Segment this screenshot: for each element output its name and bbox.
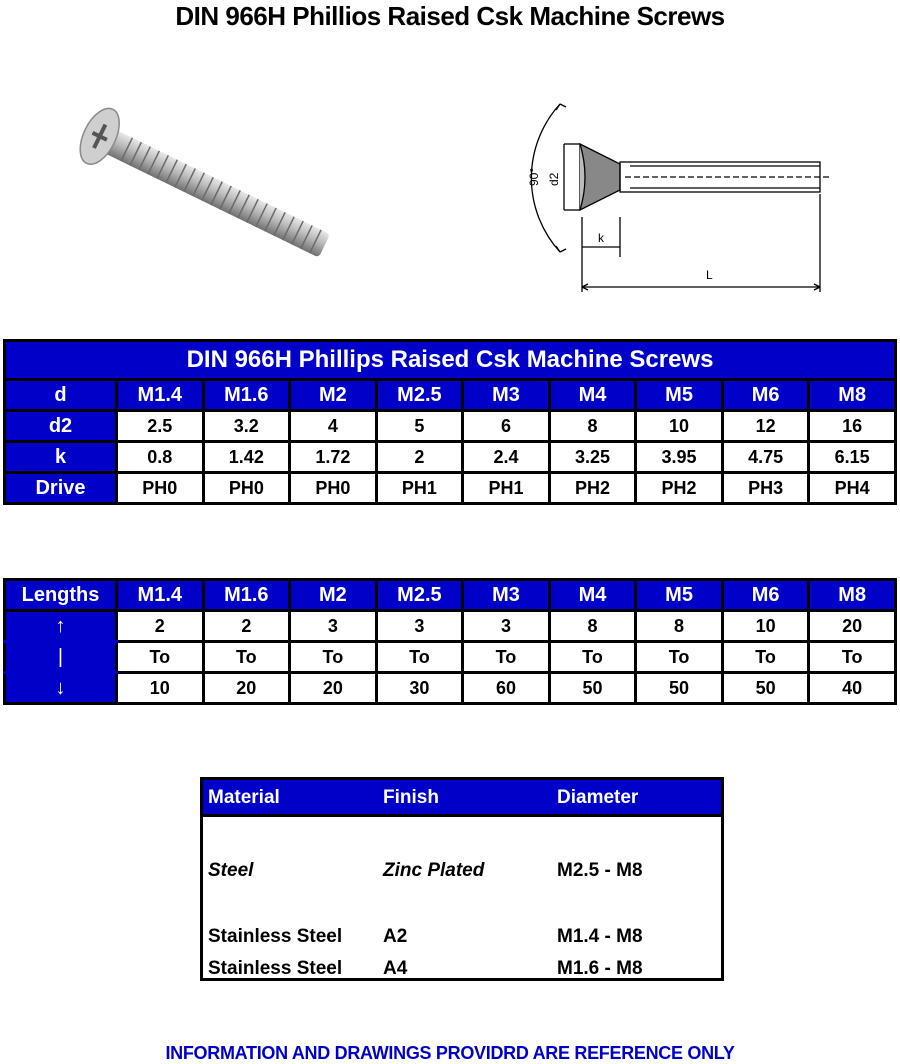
table-cell: PH1 — [463, 473, 550, 504]
table-cell: PH2 — [549, 473, 636, 504]
table-cell: To — [117, 642, 204, 673]
size-header: M2 — [290, 380, 377, 411]
table-cell: To — [463, 642, 550, 673]
table-cell: To — [722, 642, 809, 673]
size-header: M2 — [290, 580, 377, 611]
diameter-column-header: Diameter — [557, 787, 639, 808]
material-row — [203, 951, 721, 977]
table-row — [5, 611, 896, 642]
size-header: M1.6 — [203, 580, 290, 611]
table-cell: PH3 — [722, 473, 809, 504]
table-cell: 10 — [636, 411, 723, 442]
material-row — [203, 853, 721, 879]
table-cell: 3 — [463, 611, 550, 642]
material-name: Stainless Steel — [208, 926, 343, 947]
table-row — [5, 473, 896, 504]
material-finish: A2 — [383, 926, 408, 947]
size-header: M6 — [722, 580, 809, 611]
table-cell: To — [549, 642, 636, 673]
table-cell: 2.4 — [463, 442, 550, 473]
dimensions-table — [3, 339, 897, 505]
table-cell: 6 — [463, 411, 550, 442]
size-header: M4 — [549, 380, 636, 411]
material-finish: A4 — [383, 958, 408, 979]
table-cell: To — [636, 642, 723, 673]
table-cell: 50 — [549, 673, 636, 704]
finish-column-header: Finish — [383, 787, 439, 808]
dimensions-table-banner: DIN 966H Phillips Raised Csk Machine Screws — [5, 341, 896, 380]
table-row — [5, 673, 896, 704]
material-row — [203, 919, 721, 945]
table-cell: 2.5 — [117, 411, 204, 442]
size-header: M1.4 — [117, 380, 204, 411]
size-header-row — [5, 580, 896, 611]
arrow-up-icon: ↑ — [5, 611, 117, 642]
table-cell: 30 — [376, 673, 463, 704]
size-header: M5 — [636, 380, 723, 411]
table-row — [5, 411, 896, 442]
table-cell: 6.15 — [809, 442, 896, 473]
banner-row — [5, 341, 896, 380]
table-cell: PH0 — [203, 473, 290, 504]
size-header: M2.5 — [376, 580, 463, 611]
vertical-bar-icon: | — [5, 642, 117, 673]
table-cell: 1.42 — [203, 442, 290, 473]
size-header-row — [5, 380, 896, 411]
lengths-table — [3, 578, 897, 705]
materials-header — [203, 780, 721, 817]
size-header-label: d — [5, 380, 117, 411]
arrow-down-icon: ↓ — [5, 673, 117, 704]
size-header: M4 — [549, 580, 636, 611]
table-cell: PH1 — [376, 473, 463, 504]
row-label: d2 — [5, 411, 117, 442]
table-cell: To — [376, 642, 463, 673]
table-cell: 2 — [203, 611, 290, 642]
table-cell: To — [290, 642, 377, 673]
table-row — [5, 642, 896, 673]
table-cell: 3 — [290, 611, 377, 642]
size-header: M1.4 — [117, 580, 204, 611]
screw-photo — [70, 98, 340, 258]
table-row — [5, 442, 896, 473]
material-diameter: M1.4 - M8 — [557, 926, 643, 947]
table-cell: 1.72 — [290, 442, 377, 473]
table-cell: 2 — [117, 611, 204, 642]
table-cell: 10 — [722, 611, 809, 642]
size-header: M1.6 — [203, 380, 290, 411]
material-diameter: M1.6 - M8 — [557, 958, 643, 979]
material-name: Stainless Steel — [208, 958, 343, 979]
table-cell: To — [203, 642, 290, 673]
row-label: k — [5, 442, 117, 473]
material-diameter: M2.5 - M8 — [557, 860, 643, 881]
table-cell: 3.2 — [203, 411, 290, 442]
d2-label: d2 — [547, 172, 561, 186]
table-cell: PH2 — [636, 473, 723, 504]
materials-table — [200, 777, 724, 981]
table-cell: 20 — [290, 673, 377, 704]
material-name: Steel — [208, 860, 254, 881]
table-cell: 4.75 — [722, 442, 809, 473]
table-cell: To — [809, 642, 896, 673]
size-header: M3 — [463, 380, 550, 411]
table-cell: 10 — [117, 673, 204, 704]
table-cell: 16 — [809, 411, 896, 442]
table-cell: 5 — [376, 411, 463, 442]
table-cell: 0.8 — [117, 442, 204, 473]
table-cell: 20 — [809, 611, 896, 642]
table-cell: PH0 — [117, 473, 204, 504]
table-cell: 50 — [722, 673, 809, 704]
table-cell: 50 — [636, 673, 723, 704]
table-cell: PH0 — [290, 473, 377, 504]
table-cell: 3 — [376, 611, 463, 642]
row-label: Drive — [5, 473, 117, 504]
page-title: DIN 966H Phillios Raised Csk Machine Screws — [175, 1, 725, 31]
table-cell: 3.95 — [636, 442, 723, 473]
size-header: M8 — [809, 580, 896, 611]
screw-technical-drawing — [520, 82, 850, 297]
material-column-header: Material — [208, 787, 280, 808]
material-finish: Zinc Plated — [383, 860, 485, 881]
table-cell: 8 — [549, 411, 636, 442]
table-cell: 2 — [376, 442, 463, 473]
table-cell: PH4 — [809, 473, 896, 504]
k-label: k — [598, 231, 604, 245]
table-cell: 12 — [722, 411, 809, 442]
length-label: L — [706, 268, 713, 282]
table-cell: 3.25 — [549, 442, 636, 473]
size-header: M5 — [636, 580, 723, 611]
size-header: M2.5 — [376, 380, 463, 411]
table-cell: 8 — [549, 611, 636, 642]
size-header: M6 — [722, 380, 809, 411]
angle-label: 90° — [527, 167, 541, 186]
table-cell: 8 — [636, 611, 723, 642]
lengths-header-label: Lengths — [5, 580, 117, 611]
size-header: M8 — [809, 380, 896, 411]
table-cell: 4 — [290, 411, 377, 442]
table-cell: 20 — [203, 673, 290, 704]
table-cell: 40 — [809, 673, 896, 704]
reference-disclaimer: INFORMATION AND DRAWINGS PROVIDRD ARE REFERENCE ONLY — [165, 1043, 735, 1063]
table-cell: 60 — [463, 673, 550, 704]
size-header: M3 — [463, 580, 550, 611]
